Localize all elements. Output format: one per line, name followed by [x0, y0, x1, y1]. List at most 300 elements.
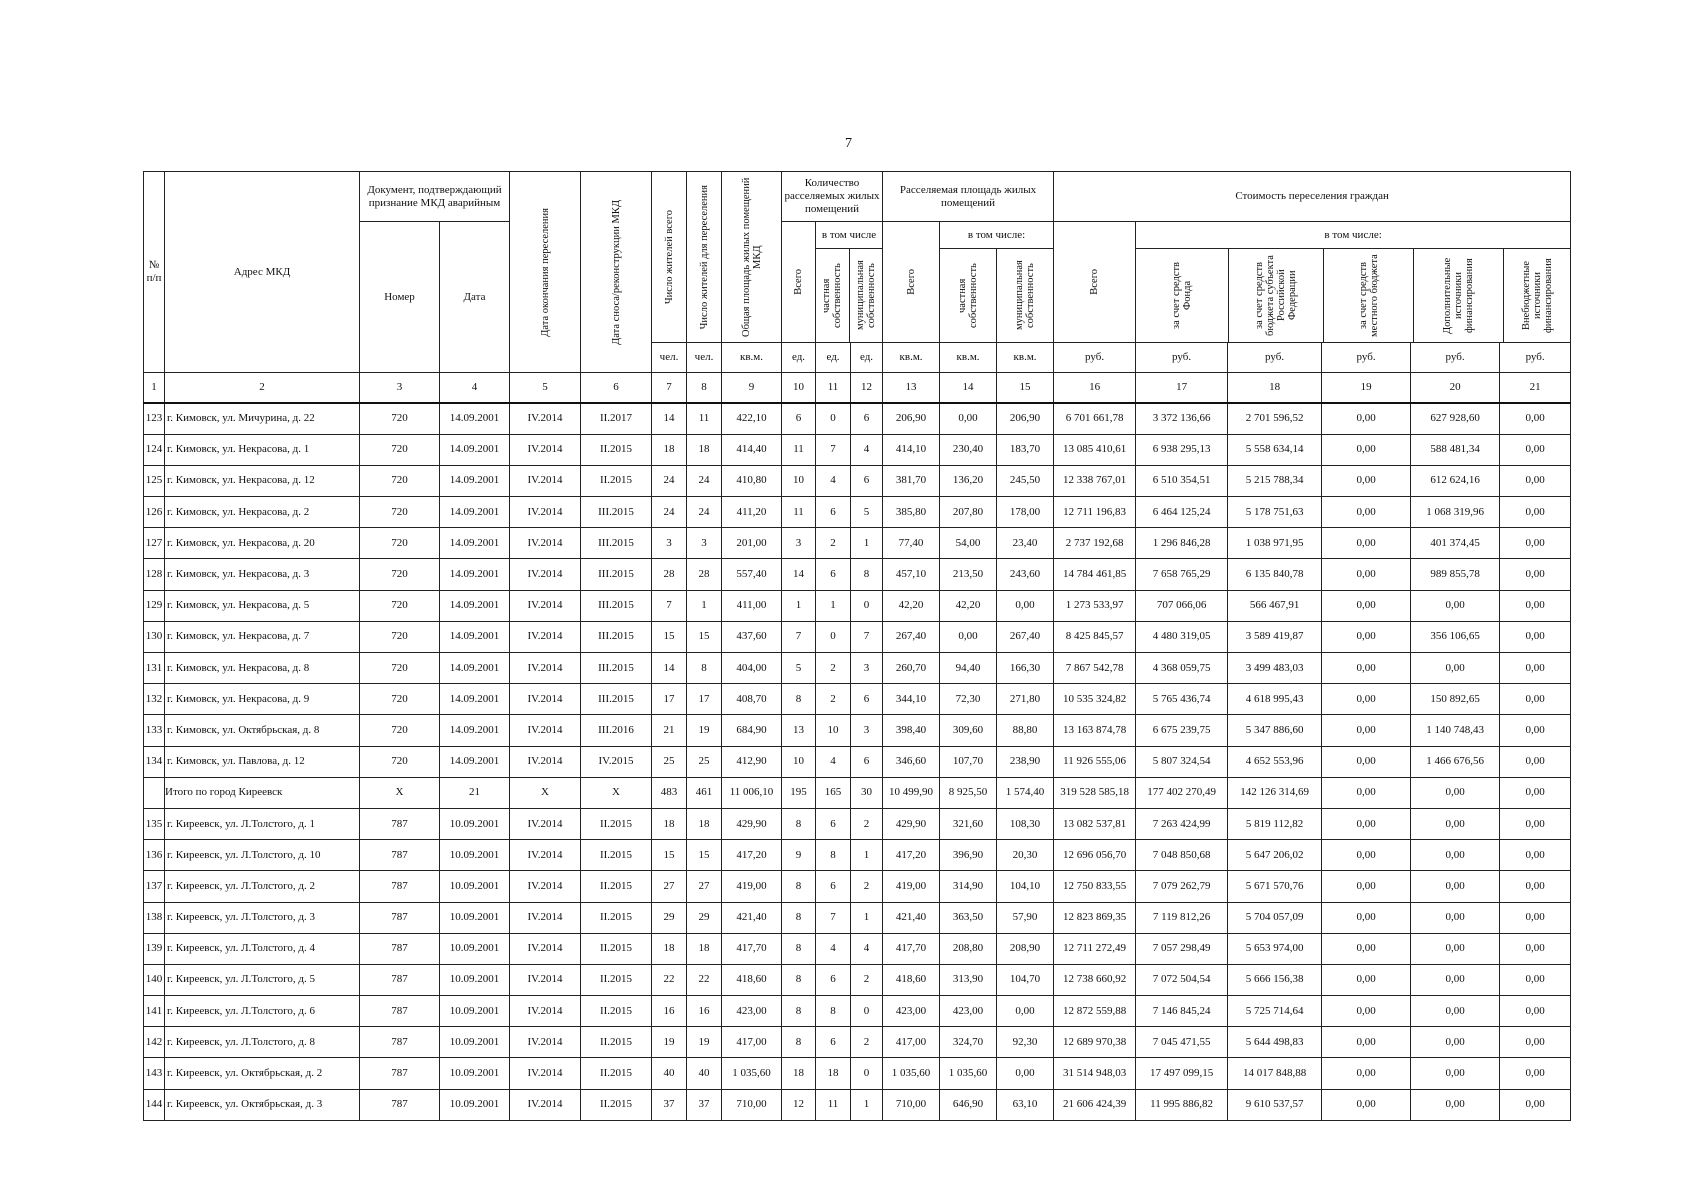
- value-cell: 10.09.2001: [440, 964, 510, 995]
- value-cell: 7: [816, 902, 851, 933]
- value-cell: 5 347 886,60: [1228, 715, 1322, 746]
- value-cell: 787: [360, 1089, 440, 1120]
- table-row: [144, 933, 1571, 964]
- value-cell: 0,00: [1500, 777, 1571, 808]
- value-cell: 457,10: [883, 559, 940, 590]
- value-cell: 260,70: [883, 653, 940, 684]
- value-cell: 421,40: [883, 902, 940, 933]
- value-cell: 787: [360, 1058, 440, 1089]
- value-cell: 7 079 262,79: [1136, 871, 1228, 902]
- value-cell: 24: [652, 497, 687, 528]
- address-cell: г. Киреевск, ул. Октябрьская, д. 3: [165, 1089, 360, 1120]
- value-cell: 4 618 995,43: [1228, 684, 1322, 715]
- row-number-cell: 132: [144, 684, 165, 715]
- value-cell: 201,00: [722, 528, 782, 559]
- row-number-cell: 142: [144, 1027, 165, 1058]
- value-cell: II.2015: [581, 1058, 652, 1089]
- value-cell: III.2016: [581, 715, 652, 746]
- value-cell: 1: [851, 902, 883, 933]
- value-cell: 0,00: [1322, 621, 1411, 652]
- value-cell: 94,40: [940, 653, 997, 684]
- value-cell: 0,00: [1322, 964, 1411, 995]
- value-cell: 17: [652, 684, 687, 715]
- value-cell: 24: [687, 465, 722, 496]
- value-cell: 14 784 461,85: [1054, 559, 1136, 590]
- address-cell: г. Киреевск, ул. Л.Толстого, д. 1: [165, 808, 360, 839]
- value-cell: 12 872 559,88: [1054, 996, 1136, 1027]
- value-cell: 5: [851, 497, 883, 528]
- header-document: Документ, подтверждающий признание МКД аварийным: [360, 172, 510, 222]
- value-cell: 13 163 874,78: [1054, 715, 1136, 746]
- value-cell: 11 926 555,06: [1054, 746, 1136, 777]
- address-cell: г. Кимовск, ул. Некрасова, д. 7: [165, 621, 360, 652]
- value-cell: 0,00: [1500, 559, 1571, 590]
- value-cell: 6: [816, 559, 851, 590]
- value-cell: 720: [360, 621, 440, 652]
- value-cell: 12 689 970,38: [1054, 1027, 1136, 1058]
- value-cell: 18: [816, 1058, 851, 1089]
- value-cell: 23,40: [997, 528, 1054, 559]
- value-cell: 6 938 295,13: [1136, 434, 1228, 465]
- value-cell: 10.09.2001: [440, 1089, 510, 1120]
- value-cell: 6: [816, 808, 851, 839]
- value-cell: 6: [816, 964, 851, 995]
- value-cell: 12 738 660,92: [1054, 964, 1136, 995]
- value-cell: 557,40: [722, 559, 782, 590]
- value-cell: IV.2014: [510, 964, 581, 995]
- value-cell: 0,00: [1411, 871, 1500, 902]
- value-cell: 10.09.2001: [440, 1058, 510, 1089]
- header-no: № п/п: [144, 172, 165, 373]
- value-cell: 6: [816, 497, 851, 528]
- row-number-cell: 137: [144, 871, 165, 902]
- value-cell: 1 068 319,96: [1411, 497, 1500, 528]
- value-cell: 245,50: [997, 465, 1054, 496]
- value-cell: 267,40: [997, 621, 1054, 652]
- value-cell: 5 765 436,74: [1136, 684, 1228, 715]
- value-cell: 8: [687, 653, 722, 684]
- value-cell: II.2017: [581, 403, 652, 435]
- value-cell: 0,00: [1411, 964, 1500, 995]
- value-cell: 178,00: [997, 497, 1054, 528]
- value-cell: 10: [782, 465, 816, 496]
- value-cell: 7: [816, 434, 851, 465]
- value-cell: 5 558 634,14: [1228, 434, 1322, 465]
- value-cell: 8: [782, 808, 816, 839]
- value-cell: II.2015: [581, 964, 652, 995]
- value-cell: 7 146 845,24: [1136, 996, 1228, 1027]
- value-cell: 15: [652, 840, 687, 871]
- value-cell: 14.09.2001: [440, 684, 510, 715]
- value-cell: 2: [851, 808, 883, 839]
- row-number-cell: 134: [144, 746, 165, 777]
- value-cell: 12 338 767,01: [1054, 465, 1136, 496]
- value-cell: 267,40: [883, 621, 940, 652]
- value-cell: 0: [851, 1058, 883, 1089]
- row-number-cell: 143: [144, 1058, 165, 1089]
- header-cost-group: Стоимость переселения граждан: [1054, 172, 1571, 222]
- value-cell: 10: [782, 746, 816, 777]
- value-cell: 142 126 314,69: [1228, 777, 1322, 808]
- value-cell: 166,30: [997, 653, 1054, 684]
- value-cell: 0,00: [1322, 933, 1411, 964]
- value-cell: 483: [652, 777, 687, 808]
- header-count-incl: в том числе частная собственность муниципальная собственность: [816, 222, 883, 343]
- value-cell: 5 725 714,64: [1228, 996, 1322, 1027]
- value-cell: IV.2014: [510, 684, 581, 715]
- value-cell: 0,00: [1500, 746, 1571, 777]
- row-number-cell: 144: [144, 1089, 165, 1120]
- value-cell: 0,00: [940, 621, 997, 652]
- value-cell: 0,00: [940, 403, 997, 435]
- value-cell: 2: [816, 653, 851, 684]
- value-cell: 1: [851, 528, 883, 559]
- value-cell: 12 696 056,70: [1054, 840, 1136, 871]
- value-cell: 27: [652, 871, 687, 902]
- value-cell: 356 106,65: [1411, 621, 1500, 652]
- value-cell: 0,00: [1322, 777, 1411, 808]
- value-cell: 0,00: [1500, 902, 1571, 933]
- value-cell: 37: [687, 1089, 722, 1120]
- value-cell: 165: [816, 777, 851, 808]
- value-cell: 0,00: [1322, 840, 1411, 871]
- value-cell: 22: [652, 964, 687, 995]
- value-cell: 381,70: [883, 465, 940, 496]
- value-cell: 3: [652, 528, 687, 559]
- value-cell: 14.09.2001: [440, 465, 510, 496]
- value-cell: 0,00: [1322, 465, 1411, 496]
- column-number: 10: [782, 373, 816, 403]
- header-cost-total: Всего: [1054, 222, 1136, 343]
- row-number-cell: 131: [144, 653, 165, 684]
- value-cell: 0,00: [997, 996, 1054, 1027]
- value-cell: 566 467,91: [1228, 590, 1322, 621]
- value-cell: 0: [816, 403, 851, 435]
- value-cell: 92,30: [997, 1027, 1054, 1058]
- value-cell: 398,40: [883, 715, 940, 746]
- value-cell: 10.09.2001: [440, 871, 510, 902]
- value-cell: III.2015: [581, 497, 652, 528]
- table-row: [144, 746, 1571, 777]
- value-cell: 0,00: [1322, 871, 1411, 902]
- address-cell: г. Кимовск, ул. Некрасова, д. 3: [165, 559, 360, 590]
- column-number: 1: [144, 373, 165, 403]
- value-cell: 0,00: [1322, 715, 1411, 746]
- value-cell: 9 610 537,57: [1228, 1089, 1322, 1120]
- address-cell: г. Кимовск, ул. Некрасова, д. 5: [165, 590, 360, 621]
- value-cell: 14.09.2001: [440, 715, 510, 746]
- address-cell: г. Киреевск, ул. Л.Толстого, д. 8: [165, 1027, 360, 1058]
- value-cell: 6 701 661,78: [1054, 403, 1136, 435]
- value-cell: 720: [360, 653, 440, 684]
- value-cell: 0,00: [1322, 808, 1411, 839]
- value-cell: 0,00: [1500, 403, 1571, 435]
- value-cell: 8 925,50: [940, 777, 997, 808]
- row-number-cell: 127: [144, 528, 165, 559]
- value-cell: 0,00: [1500, 933, 1571, 964]
- value-cell: 16: [687, 996, 722, 1027]
- value-cell: 419,00: [722, 871, 782, 902]
- value-cell: 2: [816, 684, 851, 715]
- value-cell: 0,00: [1322, 653, 1411, 684]
- value-cell: 612 624,16: [1411, 465, 1500, 496]
- value-cell: 461: [687, 777, 722, 808]
- column-number: 8: [687, 373, 722, 403]
- value-cell: 421,40: [722, 902, 782, 933]
- value-cell: 104,10: [997, 871, 1054, 902]
- value-cell: 414,10: [883, 434, 940, 465]
- value-cell: 1 035,60: [883, 1058, 940, 1089]
- value-cell: 3: [851, 653, 883, 684]
- value-cell: IV.2015: [581, 746, 652, 777]
- value-cell: 2: [851, 1027, 883, 1058]
- value-cell: 12 711 272,49: [1054, 933, 1136, 964]
- value-cell: 24: [687, 497, 722, 528]
- value-cell: 720: [360, 465, 440, 496]
- page-number: 7: [845, 136, 852, 151]
- value-cell: 646,90: [940, 1089, 997, 1120]
- address-cell: г. Кимовск, ул. Некрасова, д. 12: [165, 465, 360, 496]
- value-cell: 10 535 324,82: [1054, 684, 1136, 715]
- value-cell: 1 466 676,56: [1411, 746, 1500, 777]
- value-cell: 1: [851, 1089, 883, 1120]
- table-row: [144, 559, 1571, 590]
- header-area-total: Всего: [883, 222, 940, 343]
- value-cell: 213,50: [940, 559, 997, 590]
- value-cell: 411,20: [722, 497, 782, 528]
- value-cell: 417,00: [883, 1027, 940, 1058]
- header-total-area: Общая площадь жилых помещений МКД: [722, 172, 782, 343]
- value-cell: IV.2014: [510, 465, 581, 496]
- value-cell: 5 644 498,83: [1228, 1027, 1322, 1058]
- value-cell: 104,70: [997, 964, 1054, 995]
- value-cell: 5 653 974,00: [1228, 933, 1322, 964]
- value-cell: 5 807 324,54: [1136, 746, 1228, 777]
- value-cell: II.2015: [581, 1027, 652, 1058]
- value-cell: 208,80: [940, 933, 997, 964]
- value-cell: 396,90: [940, 840, 997, 871]
- value-cell: 0,00: [1500, 996, 1571, 1027]
- value-cell: 8 425 845,57: [1054, 621, 1136, 652]
- value-cell: 7 119 812,26: [1136, 902, 1228, 933]
- table-header: [144, 172, 1571, 403]
- value-cell: 21 606 424,39: [1054, 1089, 1136, 1120]
- value-cell: 720: [360, 746, 440, 777]
- value-cell: 11: [816, 1089, 851, 1120]
- header-cost-subject: за счет средств бюджета субъекта Российской Федерации: [1229, 249, 1324, 342]
- value-cell: 0,00: [1500, 715, 1571, 746]
- value-cell: 12 711 196,83: [1054, 497, 1136, 528]
- value-cell: 423,00: [883, 996, 940, 1027]
- value-cell: 7 867 542,78: [1054, 653, 1136, 684]
- value-cell: 14.09.2001: [440, 497, 510, 528]
- value-cell: IV.2014: [510, 996, 581, 1027]
- value-cell: 271,80: [997, 684, 1054, 715]
- value-cell: 0,00: [1411, 996, 1500, 1027]
- value-cell: 0,00: [1500, 1027, 1571, 1058]
- value-cell: 2 701 596,52: [1228, 403, 1322, 435]
- value-cell: 0,00: [1500, 653, 1571, 684]
- value-cell: 206,90: [883, 403, 940, 435]
- value-cell: 1 035,60: [940, 1058, 997, 1089]
- value-cell: IV.2014: [510, 559, 581, 590]
- value-cell: 429,90: [722, 808, 782, 839]
- value-cell: IV.2014: [510, 497, 581, 528]
- value-cell: 18: [652, 434, 687, 465]
- table-row: [144, 403, 1571, 435]
- row-number-cell: 123: [144, 403, 165, 435]
- value-cell: 423,00: [722, 996, 782, 1027]
- value-cell: 414,40: [722, 434, 782, 465]
- value-cell: 14.09.2001: [440, 590, 510, 621]
- value-cell: 6: [851, 403, 883, 435]
- value-cell: 2: [816, 528, 851, 559]
- column-number: 18: [1228, 373, 1322, 403]
- value-cell: III.2015: [581, 684, 652, 715]
- value-cell: 29: [687, 902, 722, 933]
- column-number: 11: [816, 373, 851, 403]
- value-cell: 6 510 354,51: [1136, 465, 1228, 496]
- value-cell: 720: [360, 528, 440, 559]
- address-cell: г. Киреевск, ул. Л.Толстого, д. 10: [165, 840, 360, 871]
- value-cell: 177 402 270,49: [1136, 777, 1228, 808]
- value-cell: IV.2014: [510, 808, 581, 839]
- value-cell: 0,00: [1322, 590, 1411, 621]
- address-cell: г. Кимовск, ул. Октябрьская, д. 8: [165, 715, 360, 746]
- value-cell: 417,20: [883, 840, 940, 871]
- value-cell: 4 368 059,75: [1136, 653, 1228, 684]
- value-cell: 422,10: [722, 403, 782, 435]
- value-cell: 2: [851, 964, 883, 995]
- value-cell: 15: [687, 621, 722, 652]
- table-row: [144, 996, 1571, 1027]
- value-cell: 720: [360, 559, 440, 590]
- row-number-cell: 141: [144, 996, 165, 1027]
- value-cell: 42,20: [940, 590, 997, 621]
- column-number: 21: [1500, 373, 1571, 403]
- column-number: 2: [165, 373, 360, 403]
- value-cell: 344,10: [883, 684, 940, 715]
- table-row: [144, 715, 1571, 746]
- value-cell: 7: [851, 621, 883, 652]
- table-row: [144, 653, 1571, 684]
- value-cell: 0,00: [1322, 559, 1411, 590]
- header-resettle-end: Дата окончания переселения: [510, 172, 581, 373]
- value-cell: IV.2014: [510, 590, 581, 621]
- value-cell: 0,00: [1322, 996, 1411, 1027]
- value-cell: 710,00: [883, 1089, 940, 1120]
- value-cell: 40: [687, 1058, 722, 1089]
- value-cell: 19: [652, 1027, 687, 1058]
- value-cell: 6: [851, 746, 883, 777]
- value-cell: 10: [816, 715, 851, 746]
- value-cell: 238,90: [997, 746, 1054, 777]
- value-cell: 16: [652, 996, 687, 1027]
- value-cell: 18: [782, 1058, 816, 1089]
- column-number: 3: [360, 373, 440, 403]
- value-cell: 7 658 765,29: [1136, 559, 1228, 590]
- row-number-cell: 140: [144, 964, 165, 995]
- row-number-cell: 130: [144, 621, 165, 652]
- value-cell: 0,00: [1322, 684, 1411, 715]
- units-row: чел. чел. кв.м. ед. ед. ед. кв.м. кв.м. кв.м. руб. руб. руб. руб. руб. руб.: [144, 343, 1571, 373]
- address-cell: г. Киреевск, ул. Л.Толстого, д. 3: [165, 902, 360, 933]
- value-cell: IV.2014: [510, 871, 581, 902]
- value-cell: 40: [652, 1058, 687, 1089]
- value-cell: 18: [687, 808, 722, 839]
- value-cell: 208,90: [997, 933, 1054, 964]
- header-count-total: Всего: [782, 222, 816, 343]
- value-cell: 88,80: [997, 715, 1054, 746]
- value-cell: 0,00: [1322, 497, 1411, 528]
- address-cell: г. Кимовск, ул. Мичурина, д. 22: [165, 403, 360, 435]
- value-cell: 0,00: [1322, 1058, 1411, 1089]
- value-cell: 411,00: [722, 590, 782, 621]
- value-cell: 7 263 424,99: [1136, 808, 1228, 839]
- value-cell: 10.09.2001: [440, 840, 510, 871]
- value-cell: 72,30: [940, 684, 997, 715]
- table-row: [144, 465, 1571, 496]
- value-cell: 0,00: [1500, 621, 1571, 652]
- value-cell: II.2015: [581, 1089, 652, 1120]
- value-cell: 787: [360, 808, 440, 839]
- value-cell: X: [510, 777, 581, 808]
- value-cell: 14.09.2001: [440, 528, 510, 559]
- value-cell: 4: [851, 434, 883, 465]
- value-cell: 0,00: [1322, 746, 1411, 777]
- value-cell: 14: [782, 559, 816, 590]
- value-cell: 324,70: [940, 1027, 997, 1058]
- value-cell: 10.09.2001: [440, 996, 510, 1027]
- column-number: 20: [1411, 373, 1500, 403]
- value-cell: 404,00: [722, 653, 782, 684]
- table-row: [144, 684, 1571, 715]
- value-cell: IV.2014: [510, 403, 581, 435]
- value-cell: 1 140 748,43: [1411, 715, 1500, 746]
- value-cell: 7: [652, 590, 687, 621]
- value-cell: 4: [816, 746, 851, 777]
- table-row: [144, 902, 1571, 933]
- value-cell: 1 574,40: [997, 777, 1054, 808]
- value-cell: 28: [652, 559, 687, 590]
- value-cell: III.2015: [581, 653, 652, 684]
- value-cell: 136,20: [940, 465, 997, 496]
- value-cell: 18: [687, 933, 722, 964]
- value-cell: IV.2014: [510, 621, 581, 652]
- value-cell: 11 995 886,82: [1136, 1089, 1228, 1120]
- value-cell: 21: [440, 777, 510, 808]
- header-cost-local: за счет средств местного бюджета: [1324, 249, 1414, 342]
- value-cell: 0,00: [1411, 902, 1500, 933]
- value-cell: 720: [360, 497, 440, 528]
- value-cell: 195: [782, 777, 816, 808]
- value-cell: 1 035,60: [722, 1058, 782, 1089]
- value-cell: 18: [652, 808, 687, 839]
- address-cell: г. Кимовск, ул. Некрасова, д. 9: [165, 684, 360, 715]
- value-cell: 720: [360, 715, 440, 746]
- header-cost-offbudget: Внебюджетные источники финансирования: [1520, 258, 1554, 333]
- value-cell: 787: [360, 902, 440, 933]
- value-cell: 6: [782, 403, 816, 435]
- header-residents-planned: Число жителей для переселения: [687, 172, 722, 343]
- value-cell: 0,00: [1411, 653, 1500, 684]
- value-cell: 412,90: [722, 746, 782, 777]
- value-cell: II.2015: [581, 996, 652, 1027]
- value-cell: 1 038 971,95: [1228, 528, 1322, 559]
- value-cell: 7 048 850,68: [1136, 840, 1228, 871]
- value-cell: 5 704 057,09: [1228, 902, 1322, 933]
- value-cell: 1 296 846,28: [1136, 528, 1228, 559]
